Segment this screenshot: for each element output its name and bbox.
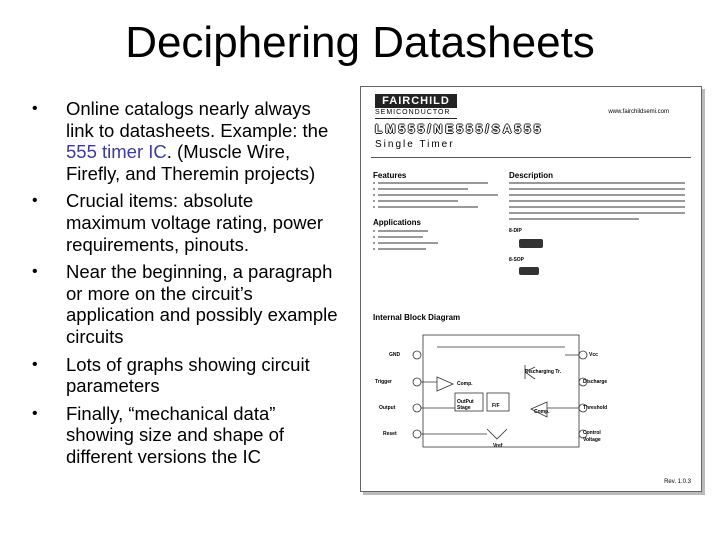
logo-bottom-text: SEMICONDUCTOR — [375, 108, 457, 119]
pin-trigger-label: Trigger — [375, 379, 392, 385]
features-heading: Features — [373, 171, 407, 180]
output-stage-label: OutPut Stage — [457, 399, 474, 411]
comp-label: Comp. — [457, 381, 473, 387]
part-number: LM555/NE555/SA555 — [375, 122, 544, 136]
bullet-text: Online catalogs nearly always link to datasheets. Example: the — [66, 98, 329, 141]
timer-ic-link[interactable]: 555 timer IC — [66, 141, 167, 163]
pin-discharge-label: Discharge — [583, 379, 608, 385]
pin-vcc-label: Vcc — [589, 352, 598, 358]
circuit-wiring — [375, 327, 685, 457]
pin-reset-label: Reset — [383, 431, 397, 437]
bullet-item — [28, 98, 338, 184]
applications-heading: Applications — [373, 218, 422, 227]
comp-label: Comp. — [534, 409, 550, 415]
slide-title: Deciphering Datasheets — [125, 18, 595, 67]
bullet-item: • Finally, “mechanical data” showing size and shape of different versions the IC — [28, 403, 338, 468]
description-text-lines — [509, 182, 689, 242]
pin-control-label: Control — [583, 430, 601, 436]
discharging-tr-label: Discharging Tr. — [525, 369, 562, 375]
divider — [371, 157, 691, 158]
fairchild-logo — [375, 94, 457, 120]
logo-top-text: FAIRCHILD — [375, 94, 457, 108]
pin-threshold-label: Threshold — [583, 405, 608, 411]
description-heading: Description — [509, 171, 554, 180]
block-diagram — [375, 327, 685, 457]
package-label-sop: 8-SOP — [509, 257, 525, 263]
bullet-item: • Lots of graphs showing circuit parameters — [28, 354, 338, 397]
bullet-text: . (Muscle Wire, Firefly, and Theremin projects) — [66, 141, 316, 184]
features-text-lines — [373, 182, 503, 222]
diagram-heading: Internal Block Diagram — [373, 313, 461, 322]
package-label-dip: 8-DIP — [509, 228, 522, 234]
vref-label: Vref — [493, 443, 503, 449]
datasheet-image — [360, 86, 702, 492]
revision-label: Rev. 1.0.3 — [664, 479, 691, 485]
bullet-list — [28, 98, 338, 474]
flipflop-label: F/F — [492, 403, 500, 409]
applications-text-lines — [373, 230, 503, 260]
datasheet-url: www.fairchildsemi.com — [608, 109, 669, 115]
pin-gnd-label: GND — [389, 352, 401, 358]
bullet-item: • Crucial items: absolute maximum voltage rating, power requirements, pinouts. — [28, 190, 338, 255]
pin-output-label: Output — [379, 405, 396, 411]
dip-package-icon — [519, 239, 543, 248]
bullet-item: • Near the beginning, a paragraph or more on the circuit’s application and possibly example circuits — [28, 261, 338, 347]
sop-package-icon — [519, 267, 539, 275]
datasheet-subtitle: Single Timer — [375, 139, 455, 150]
pin-voltage-label: Voltage — [583, 437, 601, 443]
